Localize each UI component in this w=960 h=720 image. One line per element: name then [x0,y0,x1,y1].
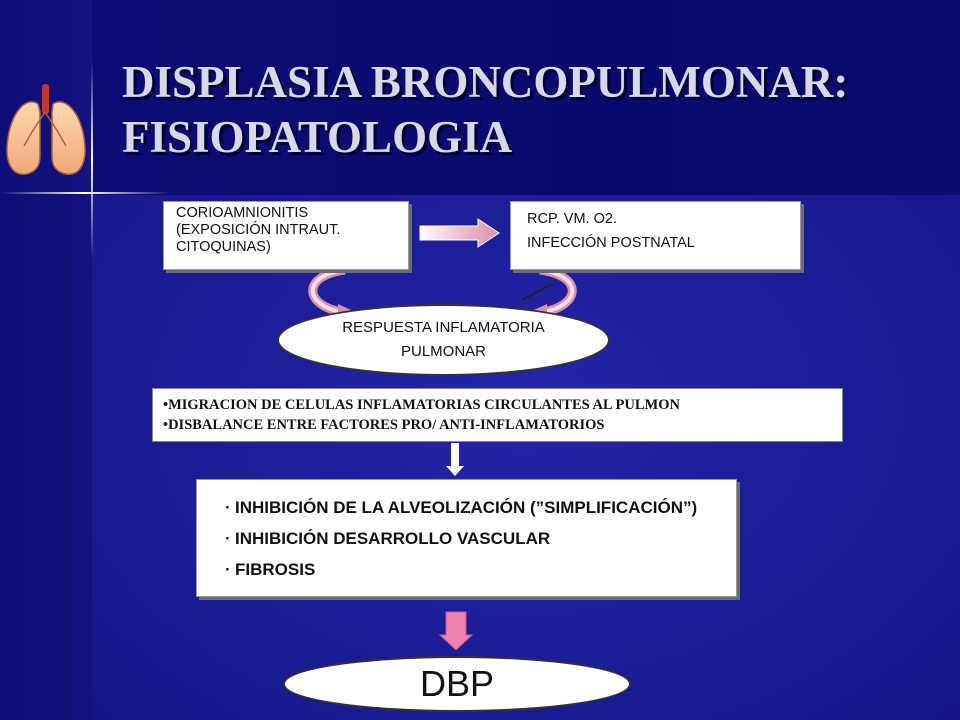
bullet: · [225,529,231,548]
migracion-item-1: •MIGRACION DE CELULAS INFLAMATORIAS CIRCULANTES AL PULMON [163,397,680,413]
dbp-node [283,656,631,712]
title-line-1: DISPLASIA BRONCOPULMONAR: [122,57,849,107]
efectos-item-1 [225,492,736,523]
migracion-box [152,388,843,442]
respuesta-line-2: PULMONAR [400,343,486,360]
rcp-line-1: RCP. VM. O2. [527,211,617,227]
corioamnionitis-line-1: CORIOAMNIONITIS [176,205,309,221]
corioamnionitis-box [163,201,409,270]
migracion-item-2: •DISBALANCE ENTRE FACTORES PRO/ ANTI-INFLAMATORIOS [163,417,605,433]
pink-down-arrow [440,612,472,650]
efectos-item-3-text: FIBROSIS [235,560,316,579]
respuesta-inflamatoria-node [277,304,610,376]
corioamnionitis-line-3: CITOQUINAS) [176,239,271,255]
rcp-box [510,201,801,270]
corioamnionitis-line-2: (EXPOSICIÓN INTRAUT. [176,222,341,238]
down-arrow [446,443,464,476]
rcp-line-2: INFECCIÓN POSTNATAL [527,235,695,251]
dbp-label: DBP [419,663,495,704]
title-line-2: FISIOPATOLOGIA [122,112,513,162]
right-arrow [420,219,499,247]
efectos-box [196,479,737,597]
respuesta-line-1: RESPUESTA INFLAMATORIA [342,319,545,336]
bullet: · [225,498,231,517]
efectos-item-3 [225,554,736,585]
efectos-item-2-text: INHIBICIÓN DESARROLLO VASCULAR [235,529,551,548]
efectos-item-2 [225,523,736,554]
bullet: · [225,560,231,579]
efectos-item-1-text: INHIBICIÓN DE LA ALVEOLIZACIÓN (”SIMPLIFICACIÓN”) [235,498,698,517]
